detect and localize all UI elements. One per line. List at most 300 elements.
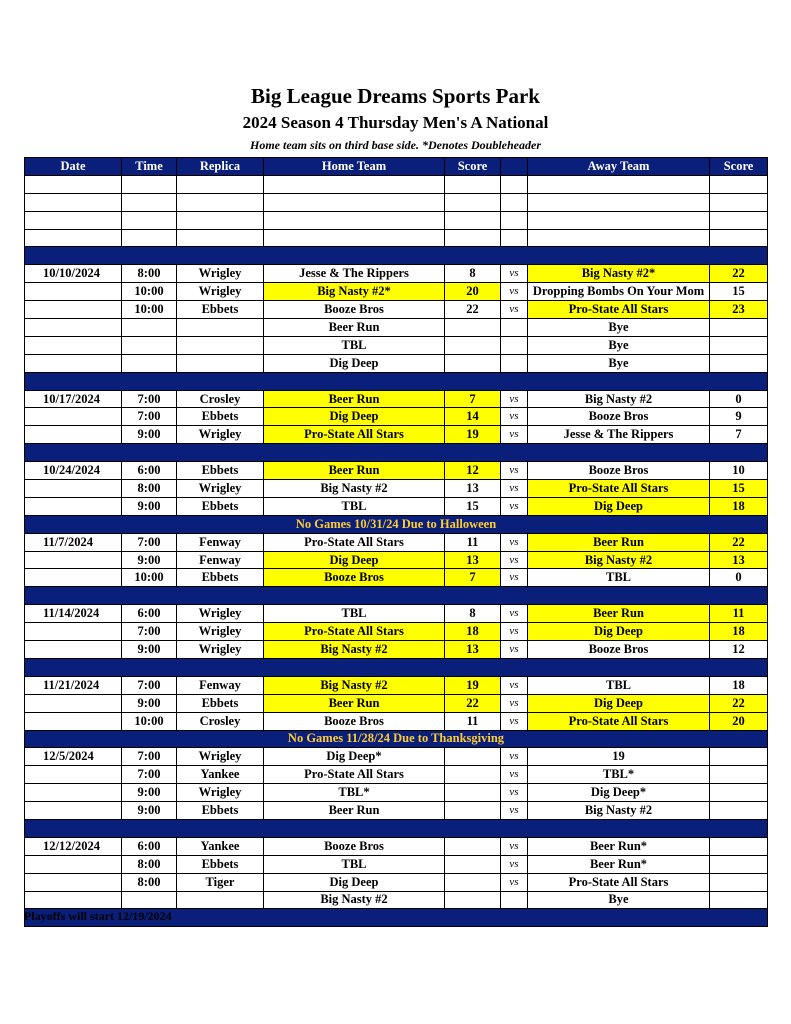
- divider-band: [25, 587, 768, 605]
- game-time: [122, 319, 177, 337]
- vs-label: vs: [501, 837, 528, 855]
- game-replica: Yankee: [177, 766, 264, 784]
- home-team: Dig Deep: [264, 873, 445, 891]
- home-score: [445, 784, 501, 802]
- empty-cell: [528, 193, 710, 211]
- game-row: [25, 802, 768, 820]
- home-score: [445, 837, 501, 855]
- game-row: [25, 426, 768, 444]
- game-time: [122, 336, 177, 354]
- away-score: [710, 766, 768, 784]
- game-replica: Fenway: [177, 533, 264, 551]
- game-replica: Fenway: [177, 551, 264, 569]
- vs-label: vs: [501, 390, 528, 408]
- vs-label: [501, 319, 528, 337]
- home-team: Big Nasty #2: [264, 480, 445, 498]
- away-score: [710, 837, 768, 855]
- game-date: 11/7/2024: [25, 533, 122, 551]
- game-row: [25, 855, 768, 873]
- game-replica: Ebbets: [177, 569, 264, 587]
- game-replica: Wrigley: [177, 426, 264, 444]
- game-time: 8:00: [122, 855, 177, 873]
- game-time: 10:00: [122, 283, 177, 301]
- home-team: Booze Bros: [264, 301, 445, 319]
- blank-row: [25, 229, 768, 247]
- away-team: Beer Run*: [528, 837, 710, 855]
- home-score: 22: [445, 694, 501, 712]
- col-vs: [501, 158, 528, 176]
- empty-cell: [445, 175, 501, 193]
- away-team: Bye: [528, 336, 710, 354]
- empty-cell: [264, 229, 445, 247]
- divider-cell: [25, 819, 768, 837]
- game-time: 6:00: [122, 462, 177, 480]
- away-score: 18: [710, 676, 768, 694]
- game-row: [25, 497, 768, 515]
- home-team: TBL: [264, 336, 445, 354]
- away-score: 20: [710, 712, 768, 730]
- home-team: TBL: [264, 855, 445, 873]
- away-team: Pro-State All Stars: [528, 873, 710, 891]
- vs-label: vs: [501, 766, 528, 784]
- col-replica: Replica: [177, 158, 264, 176]
- game-row: [25, 623, 768, 641]
- away-score: 10: [710, 462, 768, 480]
- bye-row: [25, 319, 768, 337]
- away-score: 22: [710, 694, 768, 712]
- home-score: 7: [445, 569, 501, 587]
- bye-row: [25, 354, 768, 372]
- empty-cell: [501, 229, 528, 247]
- home-score: 11: [445, 712, 501, 730]
- game-time: 6:00: [122, 605, 177, 623]
- away-team: TBL: [528, 676, 710, 694]
- away-score: [710, 354, 768, 372]
- home-team: Dig Deep: [264, 551, 445, 569]
- away-team: 19: [528, 748, 710, 766]
- vs-label: vs: [501, 283, 528, 301]
- home-score: 12: [445, 462, 501, 480]
- home-score: [445, 766, 501, 784]
- vs-label: vs: [501, 784, 528, 802]
- game-date: 10/24/2024: [25, 462, 122, 480]
- vs-label: vs: [501, 605, 528, 623]
- home-score: 18: [445, 623, 501, 641]
- empty-cell: [264, 175, 445, 193]
- game-row: [25, 694, 768, 712]
- game-date: [25, 354, 122, 372]
- empty-cell: [122, 193, 177, 211]
- home-score: 13: [445, 551, 501, 569]
- game-replica: Wrigley: [177, 265, 264, 283]
- away-team: Big Nasty #2: [528, 390, 710, 408]
- game-row: [25, 462, 768, 480]
- blank-row: [25, 175, 768, 193]
- home-score: 8: [445, 265, 501, 283]
- game-replica: Yankee: [177, 837, 264, 855]
- home-score: 8: [445, 605, 501, 623]
- away-team: Beer Run: [528, 605, 710, 623]
- home-team: Big Nasty #2*: [264, 283, 445, 301]
- game-time: 7:00: [122, 390, 177, 408]
- game-row: [25, 390, 768, 408]
- game-row: [25, 766, 768, 784]
- away-score: [710, 873, 768, 891]
- game-row: [25, 605, 768, 623]
- game-replica: Tiger: [177, 873, 264, 891]
- game-row: [25, 533, 768, 551]
- game-replica: Ebbets: [177, 462, 264, 480]
- game-time: 9:00: [122, 426, 177, 444]
- away-team: Dig Deep: [528, 497, 710, 515]
- away-team: Big Nasty #2: [528, 551, 710, 569]
- home-score: 13: [445, 641, 501, 659]
- home-team: Dig Deep: [264, 354, 445, 372]
- home-team: Booze Bros: [264, 837, 445, 855]
- home-team: Booze Bros: [264, 712, 445, 730]
- col-away-team: Away Team: [528, 158, 710, 176]
- away-score: [710, 855, 768, 873]
- game-time: 6:00: [122, 837, 177, 855]
- game-date: [25, 766, 122, 784]
- game-time: 9:00: [122, 551, 177, 569]
- bye-row: [25, 336, 768, 354]
- col-away-score: Score: [710, 158, 768, 176]
- bye-row: [25, 891, 768, 909]
- game-date: [25, 784, 122, 802]
- game-date: [25, 480, 122, 498]
- away-score: 15: [710, 283, 768, 301]
- away-score: 0: [710, 390, 768, 408]
- game-time: 7:00: [122, 766, 177, 784]
- home-team: Beer Run: [264, 802, 445, 820]
- empty-cell: [122, 211, 177, 229]
- home-team: Pro-State All Stars: [264, 426, 445, 444]
- game-date: 12/12/2024: [25, 837, 122, 855]
- home-score: [445, 748, 501, 766]
- no-games-text: No Games 11/28/24 Due to Thanksgiving: [25, 730, 768, 748]
- game-date: [25, 497, 122, 515]
- header-row: [25, 158, 768, 176]
- divider-cell: [25, 247, 768, 265]
- game-date: [25, 873, 122, 891]
- home-score: 19: [445, 426, 501, 444]
- empty-cell: [710, 193, 768, 211]
- game-time: 7:00: [122, 748, 177, 766]
- home-team: Big Nasty #2: [264, 641, 445, 659]
- game-replica: [177, 336, 264, 354]
- away-team: Beer Run: [528, 533, 710, 551]
- game-time: 7:00: [122, 533, 177, 551]
- game-row: [25, 748, 768, 766]
- page-subtitle: 2024 Season 4 Thursday Men's A National: [242, 113, 549, 132]
- game-replica: Wrigley: [177, 480, 264, 498]
- game-replica: Wrigley: [177, 641, 264, 659]
- game-time: 10:00: [122, 301, 177, 319]
- away-team: Jesse & The Rippers: [528, 426, 710, 444]
- empty-cell: [710, 211, 768, 229]
- home-score: 19: [445, 676, 501, 694]
- game-time: 9:00: [122, 641, 177, 659]
- home-score: [445, 319, 501, 337]
- away-score: [710, 748, 768, 766]
- playoffs-note: Playoffs will start 12/19/2024: [24, 909, 172, 923]
- divider-band: [25, 247, 768, 265]
- away-team: Booze Bros: [528, 462, 710, 480]
- game-replica: Ebbets: [177, 408, 264, 426]
- game-time: 7:00: [122, 676, 177, 694]
- empty-cell: [501, 175, 528, 193]
- empty-cell: [264, 211, 445, 229]
- vs-label: vs: [501, 569, 528, 587]
- home-team: Beer Run: [264, 319, 445, 337]
- away-team: Big Nasty #2: [528, 802, 710, 820]
- vs-label: vs: [501, 855, 528, 873]
- away-score: 18: [710, 623, 768, 641]
- game-time: 7:00: [122, 408, 177, 426]
- game-row: [25, 837, 768, 855]
- empty-cell: [25, 175, 122, 193]
- away-team: Pro-State All Stars: [528, 301, 710, 319]
- vs-label: vs: [501, 551, 528, 569]
- away-score: 15: [710, 480, 768, 498]
- vs-label: vs: [501, 426, 528, 444]
- game-replica: Wrigley: [177, 605, 264, 623]
- game-replica: Ebbets: [177, 301, 264, 319]
- game-date: [25, 802, 122, 820]
- away-team: Pro-State All Stars: [528, 712, 710, 730]
- game-row: [25, 784, 768, 802]
- game-date: 10/17/2024: [25, 390, 122, 408]
- away-team: Booze Bros: [528, 641, 710, 659]
- home-score: 15: [445, 497, 501, 515]
- away-team: Booze Bros: [528, 408, 710, 426]
- vs-label: vs: [501, 408, 528, 426]
- away-score: 11: [710, 605, 768, 623]
- home-team: TBL*: [264, 784, 445, 802]
- game-time: 8:00: [122, 480, 177, 498]
- empty-cell: [177, 229, 264, 247]
- away-score: 9: [710, 408, 768, 426]
- blank-row: [25, 193, 768, 211]
- divider-band: [25, 658, 768, 676]
- vs-label: vs: [501, 712, 528, 730]
- vs-label: vs: [501, 873, 528, 891]
- empty-cell: [177, 175, 264, 193]
- game-replica: [177, 891, 264, 909]
- game-date: 10/10/2024: [25, 265, 122, 283]
- home-team: Beer Run: [264, 462, 445, 480]
- game-date: 11/21/2024: [25, 676, 122, 694]
- game-row: [25, 569, 768, 587]
- divider-cell: [25, 444, 768, 462]
- game-time: 10:00: [122, 569, 177, 587]
- game-replica: [177, 354, 264, 372]
- home-team: Pro-State All Stars: [264, 766, 445, 784]
- home-team: Pro-State All Stars: [264, 623, 445, 641]
- home-score: [445, 354, 501, 372]
- away-team: Dropping Bombs On Your Mom: [528, 283, 710, 301]
- game-replica: Wrigley: [177, 623, 264, 641]
- empty-cell: [264, 193, 445, 211]
- home-team: Booze Bros: [264, 569, 445, 587]
- away-score: 18: [710, 497, 768, 515]
- empty-cell: [501, 211, 528, 229]
- home-score: 22: [445, 301, 501, 319]
- home-score: 20: [445, 283, 501, 301]
- away-score: 23: [710, 301, 768, 319]
- game-time: 9:00: [122, 497, 177, 515]
- empty-cell: [177, 211, 264, 229]
- game-time: [122, 354, 177, 372]
- away-team: Dig Deep*: [528, 784, 710, 802]
- empty-cell: [501, 193, 528, 211]
- home-team: TBL: [264, 605, 445, 623]
- away-team: Bye: [528, 319, 710, 337]
- home-team: Jesse & The Rippers: [264, 265, 445, 283]
- empty-cell: [122, 229, 177, 247]
- game-time: 8:00: [122, 873, 177, 891]
- empty-cell: [25, 229, 122, 247]
- empty-cell: [25, 211, 122, 229]
- col-home-score: Score: [445, 158, 501, 176]
- vs-label: vs: [501, 497, 528, 515]
- vs-label: vs: [501, 265, 528, 283]
- game-row: [25, 873, 768, 891]
- game-row: [25, 676, 768, 694]
- home-team: Pro-State All Stars: [264, 533, 445, 551]
- vs-label: vs: [501, 533, 528, 551]
- game-replica: Wrigley: [177, 283, 264, 301]
- no-games-banner: [25, 730, 768, 748]
- away-score: [710, 802, 768, 820]
- vs-label: vs: [501, 748, 528, 766]
- game-time: 9:00: [122, 802, 177, 820]
- divider-band: [25, 819, 768, 837]
- home-team: Dig Deep*: [264, 748, 445, 766]
- col-home-team: Home Team: [264, 158, 445, 176]
- game-date: [25, 426, 122, 444]
- divider-band: [25, 444, 768, 462]
- game-row: [25, 641, 768, 659]
- away-score: 22: [710, 265, 768, 283]
- away-team: Bye: [528, 891, 710, 909]
- no-games-text: No Games 10/31/24 Due to Halloween: [25, 515, 768, 533]
- home-score: [445, 802, 501, 820]
- home-score: [445, 336, 501, 354]
- game-time: 7:00: [122, 623, 177, 641]
- game-row: [25, 712, 768, 730]
- game-replica: Crosley: [177, 390, 264, 408]
- game-replica: Ebbets: [177, 694, 264, 712]
- vs-label: [501, 891, 528, 909]
- game-replica: Fenway: [177, 676, 264, 694]
- away-score: 7: [710, 426, 768, 444]
- empty-cell: [177, 193, 264, 211]
- game-row: [25, 265, 768, 283]
- empty-cell: [710, 175, 768, 193]
- empty-cell: [25, 193, 122, 211]
- vs-label: [501, 354, 528, 372]
- schedule-table: [24, 157, 768, 927]
- away-team: TBL*: [528, 766, 710, 784]
- vs-label: vs: [501, 480, 528, 498]
- game-date: [25, 408, 122, 426]
- divider-cell: [25, 372, 768, 390]
- game-time: 8:00: [122, 265, 177, 283]
- game-replica: Ebbets: [177, 802, 264, 820]
- vs-label: vs: [501, 623, 528, 641]
- home-team: Beer Run: [264, 694, 445, 712]
- home-score: [445, 855, 501, 873]
- home-score: [445, 873, 501, 891]
- away-score: [710, 784, 768, 802]
- empty-cell: [528, 211, 710, 229]
- home-team: TBL: [264, 497, 445, 515]
- vs-label: vs: [501, 462, 528, 480]
- game-row: [25, 283, 768, 301]
- game-date: [25, 319, 122, 337]
- home-team: Dig Deep: [264, 408, 445, 426]
- game-replica: Wrigley: [177, 748, 264, 766]
- game-date: 11/14/2024: [25, 605, 122, 623]
- divider-cell: [25, 587, 768, 605]
- empty-cell: [528, 229, 710, 247]
- vs-label: vs: [501, 694, 528, 712]
- game-replica: Ebbets: [177, 497, 264, 515]
- away-team: Dig Deep: [528, 694, 710, 712]
- game-time: 10:00: [122, 712, 177, 730]
- empty-cell: [710, 229, 768, 247]
- away-score: 13: [710, 551, 768, 569]
- vs-label: vs: [501, 676, 528, 694]
- empty-cell: [122, 175, 177, 193]
- game-time: 9:00: [122, 784, 177, 802]
- vs-label: [501, 336, 528, 354]
- empty-cell: [445, 229, 501, 247]
- away-team: Dig Deep: [528, 623, 710, 641]
- game-row: [25, 480, 768, 498]
- game-time: 9:00: [122, 694, 177, 712]
- game-row: [25, 551, 768, 569]
- away-team: Beer Run*: [528, 855, 710, 873]
- home-score: 13: [445, 480, 501, 498]
- away-team: Bye: [528, 354, 710, 372]
- schedule-note: Home team sits on third base side. *Denotes Doubleheader: [250, 138, 541, 152]
- home-team: Beer Run: [264, 390, 445, 408]
- game-replica: Ebbets: [177, 855, 264, 873]
- game-date: [25, 694, 122, 712]
- away-score: [710, 336, 768, 354]
- home-score: 7: [445, 390, 501, 408]
- game-date: 12/5/2024: [25, 748, 122, 766]
- home-team: Big Nasty #2: [264, 676, 445, 694]
- divider-cell: [25, 658, 768, 676]
- game-date: [25, 641, 122, 659]
- game-date: [25, 623, 122, 641]
- game-row: [25, 301, 768, 319]
- empty-cell: [528, 175, 710, 193]
- divider-band: [25, 372, 768, 390]
- home-team: Big Nasty #2: [264, 891, 445, 909]
- away-team: Pro-State All Stars: [528, 480, 710, 498]
- empty-cell: [445, 193, 501, 211]
- empty-cell: [445, 211, 501, 229]
- col-date: Date: [25, 158, 122, 176]
- game-date: [25, 855, 122, 873]
- game-replica: [177, 319, 264, 337]
- game-date: [25, 301, 122, 319]
